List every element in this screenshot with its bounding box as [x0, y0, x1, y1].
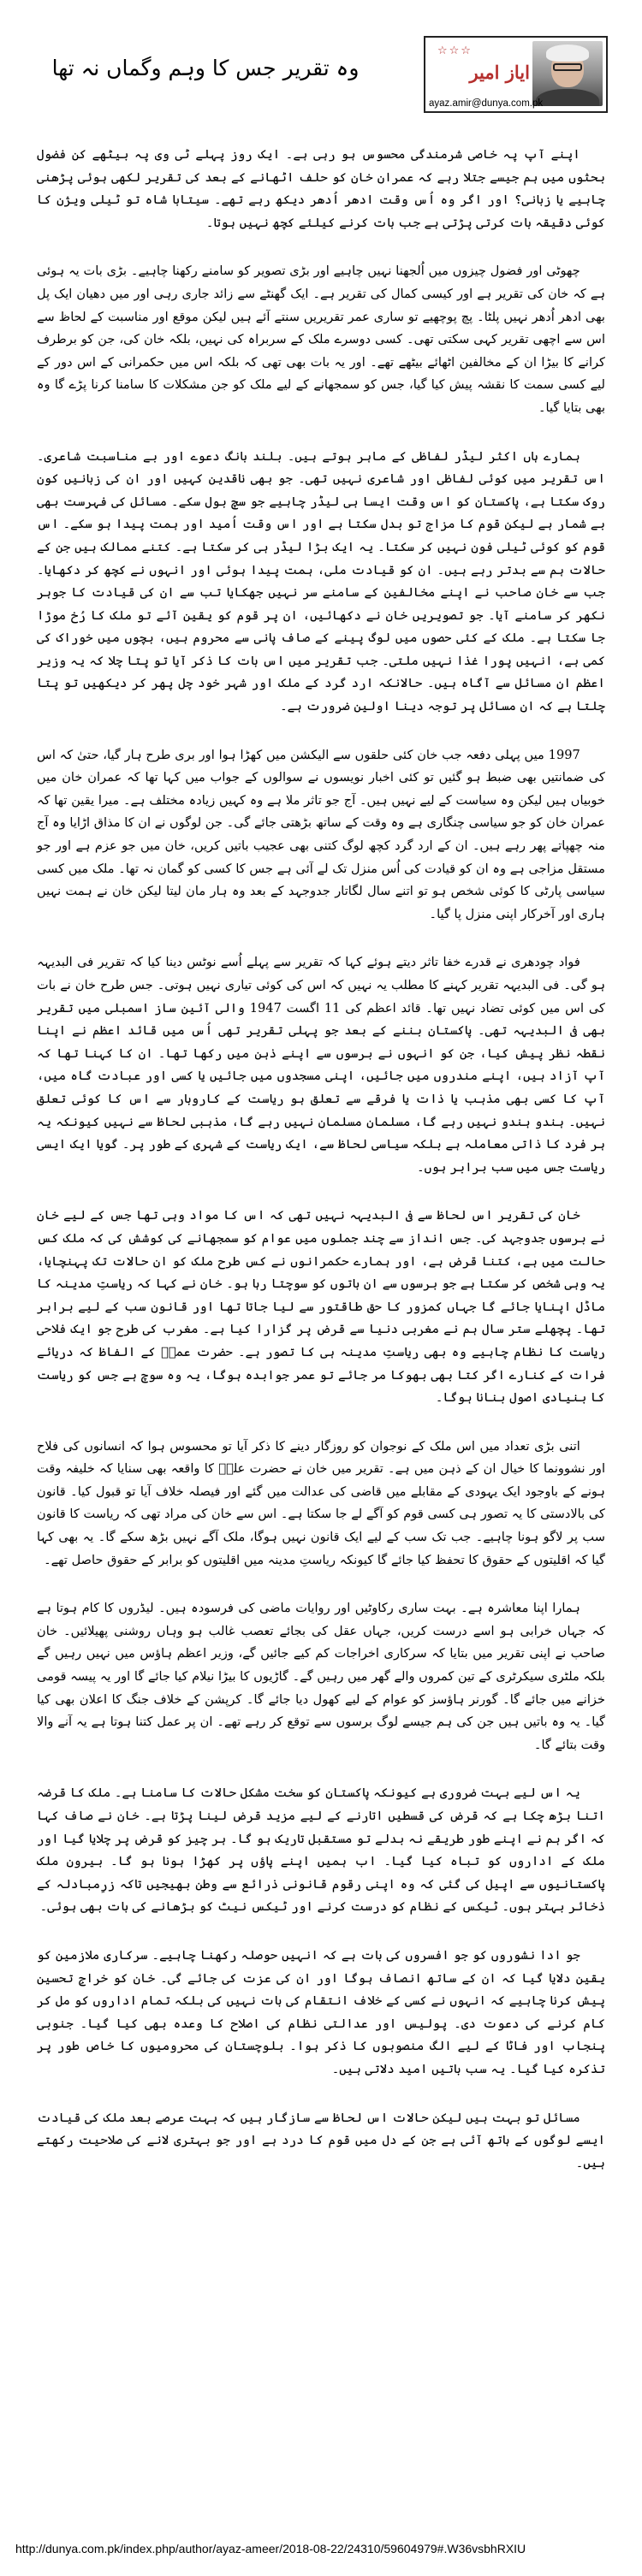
article-paragraph: خان کی تقریر اس لحاظ سے فی البدیہہ نہیں تھی کہ اس کا مواد وہی تھا جس کے لیے خان نے برسوں جدوجہد کی۔ جس انداز سے چند جملوں میں عوام کو سمجھانے کی کوشش کی کہ ملک کس حالت میں ہے، کتنا قرض ہے، اور ہمارے حکمرانوں نے کس طرح ملک کو ان حالات تک پہنچایا، یہ وہی شخص کر سکتا ہے جو برسوں سے ان باتوں کو سوچتا رہا ہو۔ خان نے کہا کہ ریاستِ مدینہ کا ماڈل اپنایا جائے گا جہاں کمزور کا حق طاقتور سے لیا جاتا تھا اور قانون سب کے لیے برابر تھا۔ پچھلے ستر سال ہم نے مغربی دنیا سے قرض پر گزارا کیا ہے۔ مغرب کی طرح جو ایک فلاحی ریاست کا نظام چاہیے وہ بھی ریاستِ مدینہ ہی کا تصور ہے۔ حضرت عمرؓ کے الفاظ کہ دریائے فرات کے کنارے اگر کتا بھی بھوکا مر جائے تو عمر جوابدہ ہوگا، یہ وہ سوچ ہے جس کو ریاست کا بنیادی اصول بنانا ہوگا۔	[37, 1208, 605, 1406]
article-paragraph: ہمارا اپنا معاشرہ ہے۔ بہت ساری رکاوٹیں اور روایات ماضی کی فرسودہ ہیں۔ لیڈروں کا کام ہوتا ہے کہ جہاں خرابی ہو اسے درست کریں، جہاں عقل کی بجائے تعصب غالب ہو وہاں روشنی پھیلائیں۔ خان صاحب نے اپنی تقریر میں بتایا کہ سرکاری اخراجات کم کیے جائیں گے، وزیر اعظم ہاؤس میں نہیں رہیں گے بلکہ ملٹری سیکرٹری کے تین کمروں والے گھر میں رہیں گے۔ گاڑیوں کا بیڑا نیلام کیا جائے گا اور یہ پیسہ قومی خزانے میں جائے گا۔ گورنر ہاؤسز کو عوام کے لیے کھول دیا جائے گا۔ کرپشن کے خلاف جنگ کا اعلان بھی کیا گیا۔ یہ وہ باتیں ہیں جن کی ہم جیسے لوگ برسوں سے توقع کر رہے تھے۔ ان پر عمل کتنا ہوتا ہے یہ آنے والا وقت بتائے گا۔	[37, 1601, 605, 1752]
author-byline-box	[424, 36, 608, 113]
article-paragraph: مسائل تو بہت ہیں لیکن حالات اس لحاظ سے سازگار ہیں کہ بہت عرصے بعد ملک کی قیادت ایسے لوگوں کے ہاتھ آئی ہے جن کے دل میں قوم کا درد ہے اور جو بہتری لانے کی صلاحیت رکھتے ہیں۔	[37, 2110, 605, 2170]
column-header	[34, 36, 574, 113]
author-email[interactable]: ayaz.amir@dunya.com.pk	[429, 98, 544, 109]
article-paragraph: اتنی بڑی تعداد میں اس ملک کے نوجوان کو روزگار دینے کا ذکر آیا تو محسوس ہوا کہ انسانوں کی فلاح اور نشوونما کا خیال ان کے ذہن میں ہے۔ تقریر میں خان نے حضرت علیؓ کا واقعہ بھی سنایا کہ خلیفہ وقت ہونے کے باوجود ایک یہودی کے مقابلے میں قاضی کی عدالت میں گئے اور فیصلہ خلاف آیا تو قبول کیا۔ قانون کی بالادستی کا یہ تصور ہی کسی قوم کو آگے لے جا سکتا ہے۔ اس سے خان کی مراد تھی کہ ریاست کا قانون سب پر لاگو ہونا چاہیے۔ جب تک سب کے لیے ایک قانون نہیں ہوگا، ملک آگے نہیں بڑھ سکے گا۔ یہ بھی کہا گیا کہ اقلیتوں کے حقوق کا تحفظ کیا جائے گا کیونکہ ریاستِ مدینہ میں اقلیتوں کو برابر کے حقوق حاصل تھے۔	[37, 1438, 605, 1567]
article-paragraph: چھوٹی اور فضول چیزوں میں اُلجھنا نہیں چاہیے اور بڑی تصویر کو سامنے رکھنا چاہیے۔ بڑی بات یہ ہوئی ہے کہ خان کی تقریر ہے اور کیسی کمال کی تقریر ہے۔ ایک گھنٹے سے زائد جاری رہی اور میں دھیان ایک پل بھی ادھر اُدھر نہیں پلٹا۔ پچ پوچھیے تو ساری عمر تقریریں سنتے آئے ہیں لیکن موقع اور مناسبت کے لحاظ سے اس سے اچھی تقریر کہی سکتی تھی۔ کسی دوسرے ملک کے سربراہ کی نہیں، بلکہ خان کی، جن کو برطرف کرانے کا بیڑا ان کے مخالفین اٹھائے بیٹھے تھے۔ اور یہ بات بھی تھی کہ بلکہ اس میں حکمرانی کے اس دور کے لیے کسی سمت کا نقشہ پیش کیا گیا، جس کو سمجھانے کے لیے ملک کو جن مشکلات کا سامنا کرنا پڑے گا وہ بھی بتایا گیا۔	[37, 264, 605, 415]
author-photo	[532, 41, 603, 106]
author-name: ایاز امیر	[469, 62, 530, 83]
article-paragraph: جو ادا نشوروں کو جو افسروں کی بات ہے کہ انہیں حوصلہ رکھنا چاہیے۔ سرکاری ملازمین کو یقین دلایا گیا کہ ان کے ساتھ انصاف ہوگا اور ان کی عزت کی جائے گی۔ خان کو خراجِ تحسین پیش کرنا چاہیے کہ انہوں نے کسی کے خلاف انتقام کی بات نہیں کی بلکہ تمام اداروں کو مل کر کام کرنے کی دعوت دی۔ پولیس اور عدالتی نظام کی اصلاح کا وعدہ بھی کیا گیا۔ جنوبی پنجاب اور فاٹا کے لیے الگ منصوبوں کا ذکر ہوا۔ بلوچستان کی محرومیوں کا خاص طور پر تذکرہ کیا گیا۔ یہ سب باتیں امید دلاتی ہیں۔	[37, 1947, 605, 2076]
article-headline: وہ تقریر جس کا وہم وگماں نہ تھا	[51, 56, 360, 80]
article-paragraph: ہمارے ہاں اکثر لیڈر لفاظی کے ماہر ہوتے ہیں۔ بلند بانگ دعوے اور بے مناسبت شاعری۔ اس تقریر میں کوئی لفاظی اور شاعری نہیں تھی۔ جو بھی ناقدین کہیں اور ان کی زبانیں کون روک سکتا ہے، پاکستان کو اس وقت ایسا ہی لیڈر چاہیے جو سچ بول سکے۔ مسائل کی فہرست بھی بے شمار ہے لیکن قوم کا مزاج تو بدل سکتا ہے اور اس وقت اُمید اور ہمت پیدا ہو سکے۔ اس قوم کو کوئی ٹیلی فون نہیں کر سکتا۔ یہ ایک بڑا لیڈر ہی کر سکتا ہے۔ کتنے ممالک ہیں جن کے حالات ہم سے بدتر رہے ہیں۔ ان کو قیادت ملی، ہمت پیدا ہوئی اور انہوں نے کچھ کر دکھایا۔ جب سے خان صاحب نے اپنے مخالفین کے سامنے سر نہیں جھکایا تب سے ان کی قیادت کا جوہر نکھر کر سامنے آیا۔ جو تصویریں خان نے دکھائیں، ان پر قوم کو یقین آئے تو ملک کا رُخ موڑا جا سکتا ہے۔ ملک کے کئی حصوں میں لوگ پینے کے صاف پانی سے محروم ہیں، بچوں میں خوراک کی کمی ہے، انہیں پورا غذا نہیں ملتی۔ جب تقریر میں اس بات کا ذکر آیا تو پتا چلا کہ یہ وزیر اعظم ان مسائل سے آگاہ ہیں۔ حالانکہ ارد گرد کے ملک اور شہر خود چل پھر کر دیکھیں تو پتا چلتا ہے کہ ان مسائل پر توجہ دینا اولین ضرورت ہے۔	[37, 448, 605, 714]
article-paragraph: یہ اس لیے بہت ضروری ہے کیونکہ پاکستان کو سخت مشکل حالات کا سامنا ہے۔ ملک کا قرضہ اتنا بڑھ چکا ہے کہ قرض کی قسطیں اتارنے کے لیے مزید قرض لینا پڑتا ہے۔ خان نے صاف کہا کہ اگر ہم نے اپنے طور طریقے نہ بدلے تو مستقبل تاریک ہو گا۔ ہر چیز کو قرض پر چلایا گیا اور ملک کے اداروں کو تباہ کیا گیا۔ اب ہمیں اپنے پاؤں پر کھڑا ہونا ہو گا۔ بیرون ملک پاکستانیوں سے اپیل کی گئی کہ وہ اپنی رقوم قانونی ذرائع سے وطن بھیجیں تاکہ زرِمبادلہ کے ذخائر بہتر ہوں۔ ٹیکس کے نظام کو درست کرنے اور ٹیکس نیٹ کو بڑھانے کی بات بھی ہوئی۔	[37, 1785, 605, 1915]
rating-stars: ☆☆☆	[437, 44, 473, 57]
article-paragraph: اپنے آپ پہ خاصی شرمندگی محسوس ہو رہی ہے۔ ایک روز پہلے ٹی وی پہ بیٹھے کن فضول بحثوں میں ہم جیسے جتلا رہے کہ عمران خان کو حلف اٹھانے کے بعد کی تقریر لکھی ہوئی پڑھنی چاہیے یا زبانی؟ اور اگر وہ اُس وقت ادھر اُدھر دیکھ رہے تھے۔ سیتابا شاہ تو ٹیلی ویژن کا کوئی دقیقہ بات کرتی پڑتی ہے جب بات کرنے کیلئے کچھ نہیں ہوتا۔	[37, 147, 605, 230]
article-body	[37, 144, 605, 2200]
article-paragraph: فواد چودھری نے قدرے خفا تاثر دیتے ہوئے کہا کہ تقریر سے پہلے اُسے نوٹس دینا کیا کہ تقریر فی البدیہہ ہو گی۔ فی البدیہہ تقریر کہنے کا مطلب یہ نہیں کہ اس کی کوئی تیاری نہیں ہوتی۔ جس طرح خان نے بات کی اس میں کوئی تضاد نہیں تھا۔ قائد اعظم کی 11 اگست 1947 والی آئین ساز اسمبلی میں تقریر بھی فی البدیہہ تھی۔ پاکستان بننے کے بعد جو پہلی تقریر تھی اُس میں قائد اعظم نے اپنا نقطہ نظر پیش کیا، جن کو انہوں نے برسوں سے اپنے ذہن میں رکھا تھا۔ ان کا کہنا تھا کہ آپ آزاد ہیں، اپنے مندروں میں جائیں، اپنی مسجدوں میں جائیں یا کسی اور عبادت گاہ میں، آپ کا کسی بھی مذہب یا ذات یا فرقے سے تعلق ہو ریاست کے کاروبار سے اس کا کوئی تعلق نہیں۔ ہندو ہندو نہیں رہے گا، مسلمان مسلمان نہیں رہے گا، مذہبی لحاظ سے نہیں کیونکہ یہ ہر فرد کا ذاتی معاملہ ہے بلکہ سیاسی لحاظ سے، ایک ریاست کے شہری کے طور پر۔ گویا ایک ایسی ریاست جس میں سب برابر ہوں۔	[37, 955, 605, 1175]
source-url[interactable]: http://dunya.com.pk/index.php/author/ayaz-ameer/2018-08-22/24310/59604979#.W36vsbhRXIU	[15, 2542, 526, 2555]
article-paragraph: 1997 میں پہلی دفعہ جب خان کئی حلقوں سے الیکشن میں کھڑا ہوا اور بری طرح ہار گیا، حتیٰ کہ اس کی ضمانتیں بھی ضبط ہو گئیں تو کئی اخبار نویسوں نے سوالوں کے جواب میں کہا تھا کہ عمران خان میں خوبیاں ہیں لیکن وہ سیاست کے لیے نہیں ہیں۔ آج جو تاثر ملا ہے وہ کہیں زیادہ مختلف ہے۔ میرا یقین تھا کہ عمران خان کو جو سیاسی چنگاری ہے وہ وقت کے ساتھ بڑھتی جائے گی۔ جن لوگوں نے ان کا مذاق اڑایا وہ آج منہ چھپاتے پھر رہے ہیں۔ ان کے ارد گرد کچھ لوگ کتنی بھی عجیب باتیں کریں، خان میں جو عزم ہے اور جو مستقل مزاجی ہے وہ ان کو قیادت کی اُس منزل تک لے آئی ہے جس کا کسی کو گمان نہ تھا۔ ملک میں کسی سیاسی پارٹی کا کوئی شخص ہو تو اتنے سال لگاتار جدوجہد کے بعد وہ ہار مان لیتا لیکن خان نے ہمت نہیں ہاری اور آخرکار اپنی منزل پا گیا۔	[37, 747, 605, 921]
